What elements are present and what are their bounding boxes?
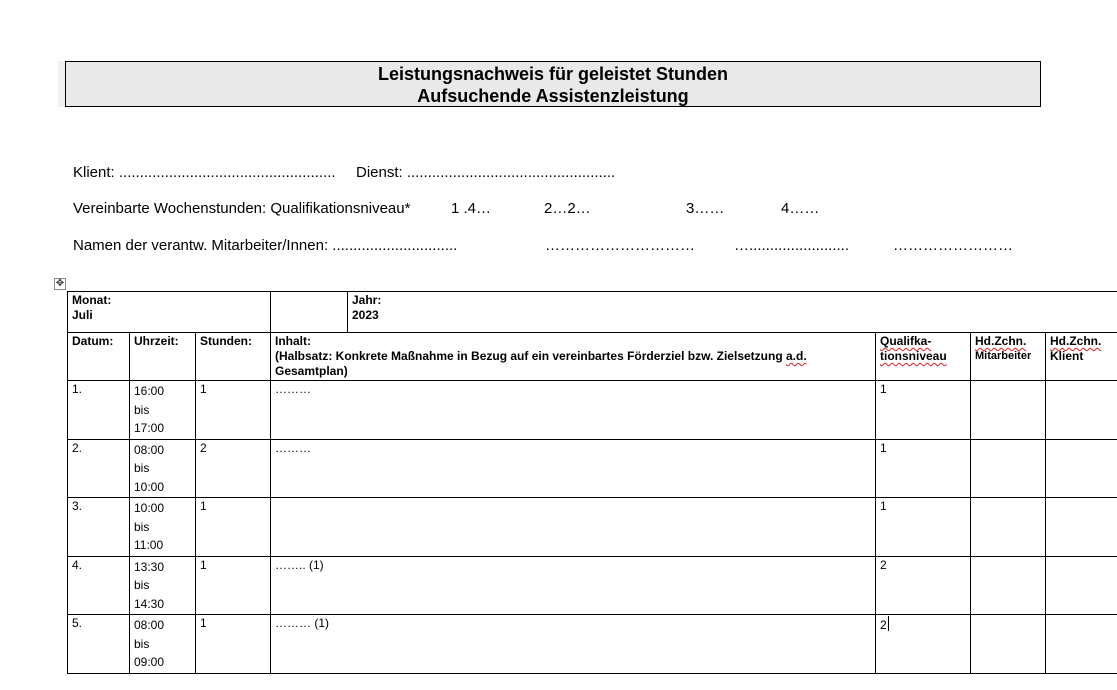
- signature-mitarbeiter-cell[interactable]: [971, 381, 1046, 440]
- staff-name-3: …........................: [734, 237, 850, 254]
- header-stunden[interactable]: Stunden:: [196, 333, 271, 381]
- title-box[interactable]: [65, 61, 1041, 107]
- date-cell[interactable]: 3.: [68, 498, 130, 557]
- signature-klient-cell[interactable]: [1046, 381, 1117, 440]
- hours-cell[interactable]: 2: [196, 439, 271, 498]
- date-cell[interactable]: 5.: [68, 615, 130, 674]
- time-cell[interactable]: 08:00 bis 09:00: [130, 615, 196, 674]
- hours-cell[interactable]: 1: [196, 381, 271, 440]
- signature-klient-cell[interactable]: [1046, 498, 1117, 557]
- time-cell[interactable]: 10:00 bis 11:00: [130, 498, 196, 557]
- header-inhalt[interactable]: Inhalt: (Halbsatz: Konkrete Maßnahme in Bezug auf ein vereinbartes Förderziel bzw. Zielsetzung a.d. Gesamtplan): [271, 333, 876, 381]
- content-cell[interactable]: …….. (1): [271, 556, 876, 615]
- content-cell[interactable]: [271, 498, 876, 557]
- qual-level-4: 4……: [781, 200, 820, 217]
- qual-level-1: 1 .4…: [451, 200, 492, 217]
- signature-mitarbeiter-cell[interactable]: [971, 615, 1046, 674]
- dienst-field: Dienst: ..................................................: [356, 164, 616, 181]
- qual-level-3: 3……: [686, 200, 725, 217]
- empty-header-cell[interactable]: [271, 292, 348, 333]
- signature-mitarbeiter-cell[interactable]: [971, 498, 1046, 557]
- header-hdzchn-klient[interactable]: Hd.Zchn. Klient: [1046, 333, 1117, 381]
- hours-cell[interactable]: 1: [196, 498, 271, 557]
- qual-cell[interactable]: 1: [876, 498, 971, 557]
- column-header-row: [68, 333, 1117, 381]
- hours-cell[interactable]: 1: [196, 615, 271, 674]
- qual-cell[interactable]: 2: [876, 556, 971, 615]
- table-row: [68, 498, 1117, 557]
- title-line-2: Aufsuchende Assistenzleistung: [417, 86, 689, 106]
- month-year-row: [68, 292, 1117, 333]
- hours-cell[interactable]: 1: [196, 556, 271, 615]
- month-value: Juli: [72, 308, 93, 322]
- signature-klient-cell[interactable]: [1046, 556, 1117, 615]
- table-move-handle-icon[interactable]: ✥: [55, 278, 65, 289]
- content-cell[interactable]: ………: [271, 381, 876, 440]
- page-margin-shade: [58, 61, 65, 107]
- time-cell[interactable]: 16:00 bis 17:00: [130, 381, 196, 440]
- header-hdzchn-mitarbeiter[interactable]: Hd.Zchn. Mitarbeiter: [971, 333, 1046, 381]
- content-cell[interactable]: ………: [271, 439, 876, 498]
- qual-cell[interactable]: 1: [876, 381, 971, 440]
- content-cell[interactable]: ……… (1): [271, 615, 876, 674]
- time-cell[interactable]: 13:30 bis 14:30: [130, 556, 196, 615]
- klient-field: Klient: ....................................................: [73, 164, 336, 181]
- qual-level-2: 2…2…: [544, 200, 591, 217]
- table-row: [68, 615, 1117, 674]
- wochenstunden-label: Vereinbarte Wochenstunden: Qualifikationsniveau*: [73, 200, 411, 217]
- header-qualifikation[interactable]: Qualifka- tionsniveau: [876, 333, 971, 381]
- year-value: 2023: [352, 308, 379, 322]
- header-inhalt-hint: (Halbsatz: Konkrete Maßnahme in Bezug auf ein vereinbartes Förderziel bzw. Zielsetzung a.d.: [275, 349, 807, 363]
- text-cursor: [888, 616, 889, 631]
- staff-name-2: …………………………: [545, 237, 695, 254]
- year-cell[interactable]: Jahr: 2023: [348, 292, 1117, 333]
- header-uhrzeit[interactable]: Uhrzeit:: [130, 333, 196, 381]
- signature-klient-cell[interactable]: [1046, 439, 1117, 498]
- date-cell[interactable]: 4.: [68, 556, 130, 615]
- date-cell[interactable]: 2.: [68, 439, 130, 498]
- namen-field: Namen der verantw. Mitarbeiter/Innen: ..............................: [73, 237, 458, 254]
- time-cell[interactable]: 08:00 bis 10:00: [130, 439, 196, 498]
- month-cell[interactable]: Monat: Juli: [68, 292, 271, 333]
- header-datum[interactable]: Datum:: [68, 333, 130, 381]
- staff-name-4: ……………………: [893, 237, 1013, 254]
- qual-cell[interactable]: 1: [876, 439, 971, 498]
- date-cell[interactable]: 1.: [68, 381, 130, 440]
- hours-table: [67, 291, 1117, 674]
- signature-mitarbeiter-cell[interactable]: [971, 439, 1046, 498]
- table-row: [68, 556, 1117, 615]
- title-line-1: Leistungsnachweis für geleistet Stunden: [377, 64, 729, 84]
- signature-klient-cell[interactable]: [1046, 615, 1117, 674]
- signature-mitarbeiter-cell[interactable]: [971, 556, 1046, 615]
- table-row: [68, 439, 1117, 498]
- table-row: [68, 381, 1117, 440]
- qual-cell[interactable]: 2: [876, 615, 971, 674]
